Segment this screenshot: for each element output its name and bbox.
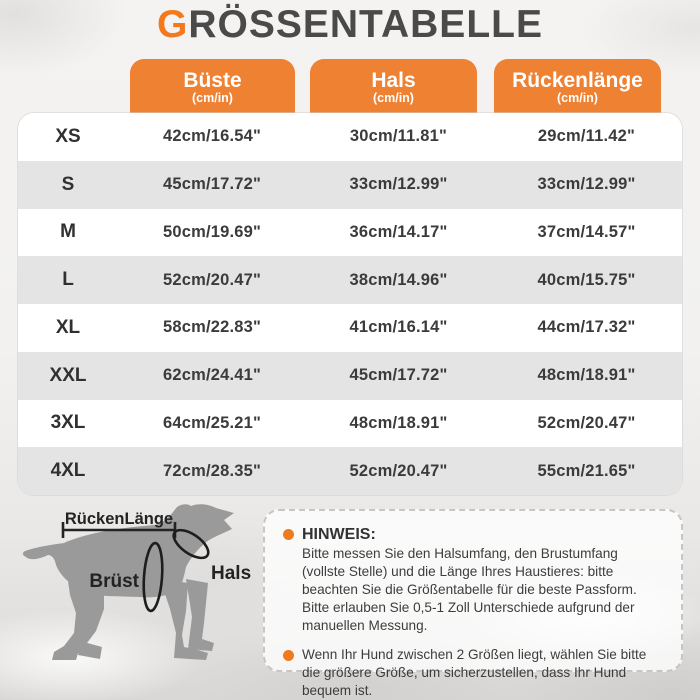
hals-value: 30cm/11.81"	[349, 127, 448, 146]
column-header-rueckenlaenge	[494, 59, 661, 115]
size-label: L	[62, 269, 74, 291]
size-table	[18, 113, 682, 495]
notice-box	[263, 509, 683, 698]
hals-value: 33cm/12.99"	[349, 175, 448, 194]
table-row-4xl	[18, 447, 682, 495]
bueste-value: 72cm/28.35"	[162, 461, 262, 480]
hals-value: 48cm/18.91"	[349, 413, 448, 432]
column-header-rueckenlaenge-unit: (cm/in)	[557, 91, 598, 106]
notice-item-1	[283, 525, 663, 635]
size-label: XXL	[49, 364, 87, 386]
bullet-icon	[283, 650, 294, 661]
notice-text-2: Wenn Ihr Hund zwischen 2 Größen liegt, wählen Sie bitte die größere Größe, um sicherzustellen, dass Ihr Hund bequem ist.	[302, 646, 647, 698]
hals-value: 45cm/17.72"	[349, 366, 448, 385]
column-header-rueckenlaenge-label: Rückenlänge	[512, 69, 643, 93]
bueste-value: 45cm/17.72"	[162, 175, 262, 194]
table-row-3xl	[18, 400, 682, 448]
notice-item-2	[283, 646, 663, 700]
chest-label: Brüst	[89, 571, 139, 592]
size-label: 3XL	[50, 412, 86, 434]
table-row-xxl	[18, 352, 682, 400]
bueste-value: 50cm/19.69"	[162, 222, 262, 241]
table-row-xl	[18, 304, 682, 352]
hals-value: 38cm/14.96"	[349, 270, 448, 289]
size-label: 4XL	[50, 460, 86, 482]
size-label: M	[60, 221, 76, 243]
page-title-rest: RÖSSENTABELLE	[188, 3, 543, 46]
column-header-bueste	[130, 59, 295, 115]
size-label: XL	[55, 316, 81, 338]
hals-value: 52cm/20.47"	[349, 461, 448, 480]
table-row-s	[18, 161, 682, 209]
size-label: S	[61, 173, 75, 195]
rueckenlaenge-value: 33cm/12.99"	[537, 175, 636, 194]
page-title-accent-letter: G	[157, 3, 189, 46]
back-length-label: RückenLänge	[64, 510, 174, 528]
bueste-value: 64cm/25.21"	[162, 413, 262, 432]
rueckenlaenge-value: 37cm/14.57"	[537, 222, 636, 241]
bueste-value: 62cm/24.41"	[162, 366, 262, 385]
column-header-hals	[310, 59, 477, 115]
notice-text-1: Bitte messen Sie den Halsumfang, den Brustumfang (vollste Stelle) und die Länge Ihres Haustieres: bitte beachten Sie die Größentabelle für die beste Passform. Bitte erlauben Sie 0,5-1 Zoll Unterschiede aufgrund der manuellen Messung.	[302, 546, 637, 633]
hals-value: 36cm/14.17"	[349, 222, 448, 241]
rueckenlaenge-value: 55cm/21.65"	[537, 461, 636, 480]
bueste-value: 42cm/16.54"	[162, 127, 262, 146]
page-title	[0, 5, 700, 44]
column-header-hals-unit: (cm/in)	[373, 91, 414, 106]
rueckenlaenge-value: 44cm/17.32"	[537, 318, 636, 337]
rueckenlaenge-value: 29cm/11.42"	[537, 127, 636, 146]
table-row-l	[18, 256, 682, 304]
rueckenlaenge-value: 52cm/20.47"	[537, 413, 636, 432]
bueste-value: 52cm/20.47"	[162, 270, 262, 289]
rueckenlaenge-value: 48cm/18.91"	[537, 366, 636, 385]
size-label: XS	[55, 125, 81, 147]
bullet-icon	[283, 529, 294, 540]
dog-silhouette-illustration	[12, 503, 262, 675]
table-row-m	[18, 209, 682, 257]
hals-value: 41cm/16.14"	[349, 318, 448, 337]
column-header-bueste-label: Büste	[183, 69, 242, 93]
table-row-xs	[18, 113, 682, 161]
column-header-bueste-unit: (cm/in)	[192, 91, 233, 106]
rueckenlaenge-value: 40cm/15.75"	[537, 270, 636, 289]
neck-label: Hals	[211, 563, 252, 584]
column-header-hals-label: Hals	[371, 69, 416, 93]
bueste-value: 58cm/22.83"	[162, 318, 262, 337]
notice-title: HINWEIS:	[302, 526, 376, 543]
